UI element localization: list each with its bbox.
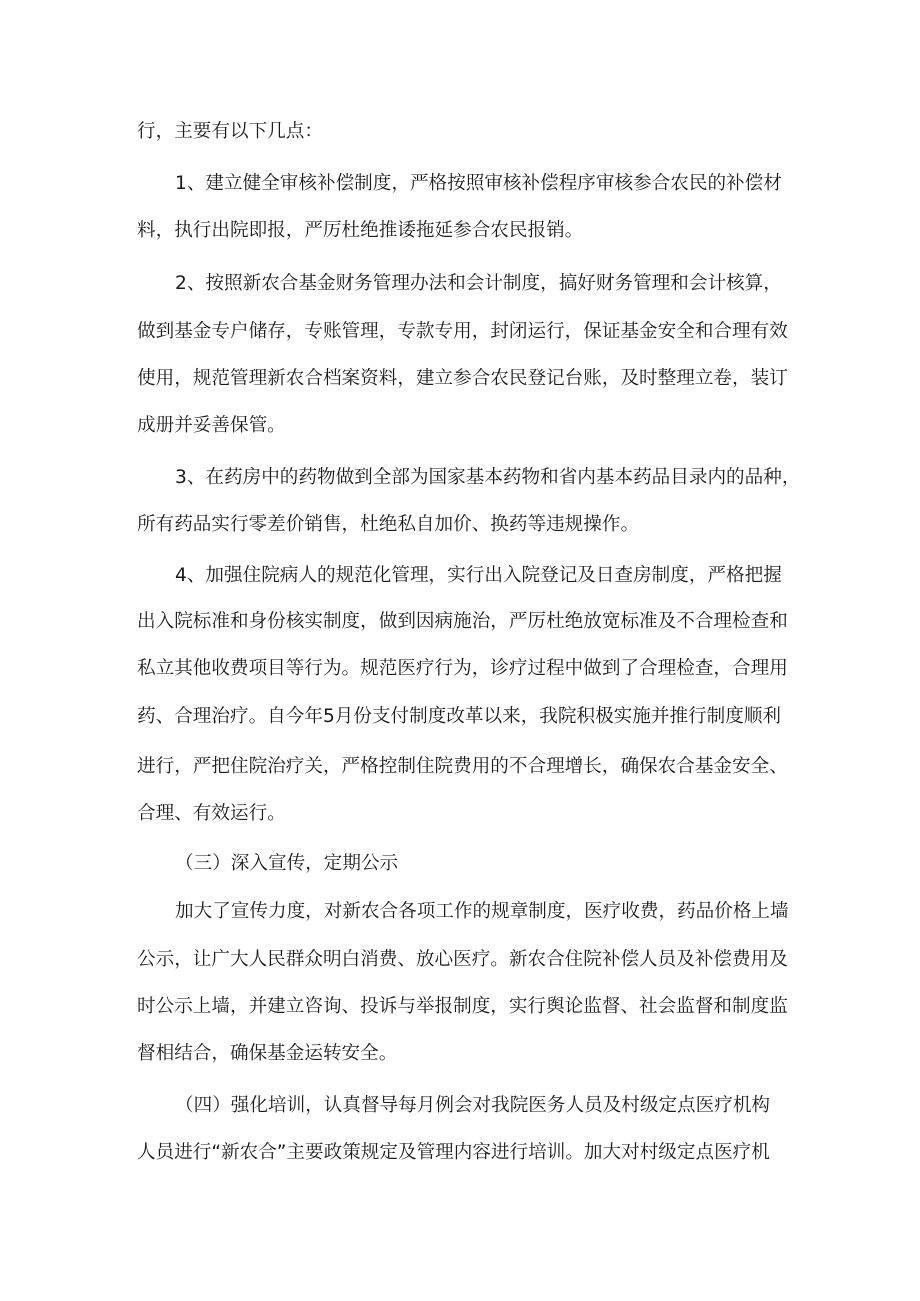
text-line: 使用，规范管理新农合档案资料，建立参合农民登记台账，及时整理立卷，装订 <box>137 368 788 389</box>
text-line: 药、合理治疗。自今年5月份支付制度改革以来，我院积极实施并推行制度顺利 <box>137 706 782 727</box>
text-line: 料，执行出院即报，严厉杜绝推诿拖延参合农民报销。 <box>137 220 584 241</box>
section-heading: （三）深入宣传，定期公示 <box>175 853 399 874</box>
text-line: 督相结合，确保基金运转安全。 <box>137 1043 398 1064</box>
text-line: 所有药品实行零差价销售，杜绝私自加价、换药等违规操作。 <box>137 514 640 535</box>
text-line: 行，主要有以下几点： <box>137 121 323 142</box>
text-line: 1、建立健全审核补偿制度，严格按照审核补偿程序审核参合农民的补偿材 <box>175 173 782 194</box>
text-line: 出入院标准和身份核实制度，做到因病施治，严厉杜绝放宽标准及不合理检查和 <box>137 611 788 632</box>
text-line: 2、按照新农合基金财务管理办法和会计制度，搞好财务管理和会计核算， <box>175 273 782 294</box>
text-line: 加大了宣传力度，对新农合各项工作的规章制度，医疗收费，药品价格上墙 <box>175 901 789 922</box>
text-line: 私立其他收费项目等行为。规范医疗行为，诊疗过程中做到了合理检查，合理用 <box>137 658 788 679</box>
text-line: 合理、有效运行。 <box>137 803 286 824</box>
text-line: 4、加强住院病人的规范化管理，实行出入院登记及日查房制度，严格把握 <box>175 565 782 586</box>
text-line: 人员进行“新农合”主要政策规定及管理内容进行培训。加大对村级定点医疗机 <box>137 1142 770 1163</box>
text-line: 3、在药房中的药物做到全部为国家基本药物和省内基本药品目录内的品种， <box>175 467 801 488</box>
text-line: 成册并妥善保管。 <box>137 415 286 436</box>
text-line: 公示，让广大人民群众明白消费、放心医疗。新农合住院补偿人员及补偿费用及 <box>137 949 788 970</box>
text-line: 时公示上墙，并建立咨询、投诉与举报制度，实行舆论监督、社会监督和制度监 <box>137 996 788 1017</box>
text-line: 做到基金专户储存，专账管理，专款专用，封闭运行，保证基金安全和合理有效 <box>137 321 788 342</box>
text-line: 进行，严把住院治疗关，严格控制住院费用的不合理增长，确保农合基金安全、 <box>137 756 788 777</box>
section-heading: （四）强化培训，认真督导每月例会对我院医务人员及村级定点医疗机构 <box>175 1095 771 1116</box>
